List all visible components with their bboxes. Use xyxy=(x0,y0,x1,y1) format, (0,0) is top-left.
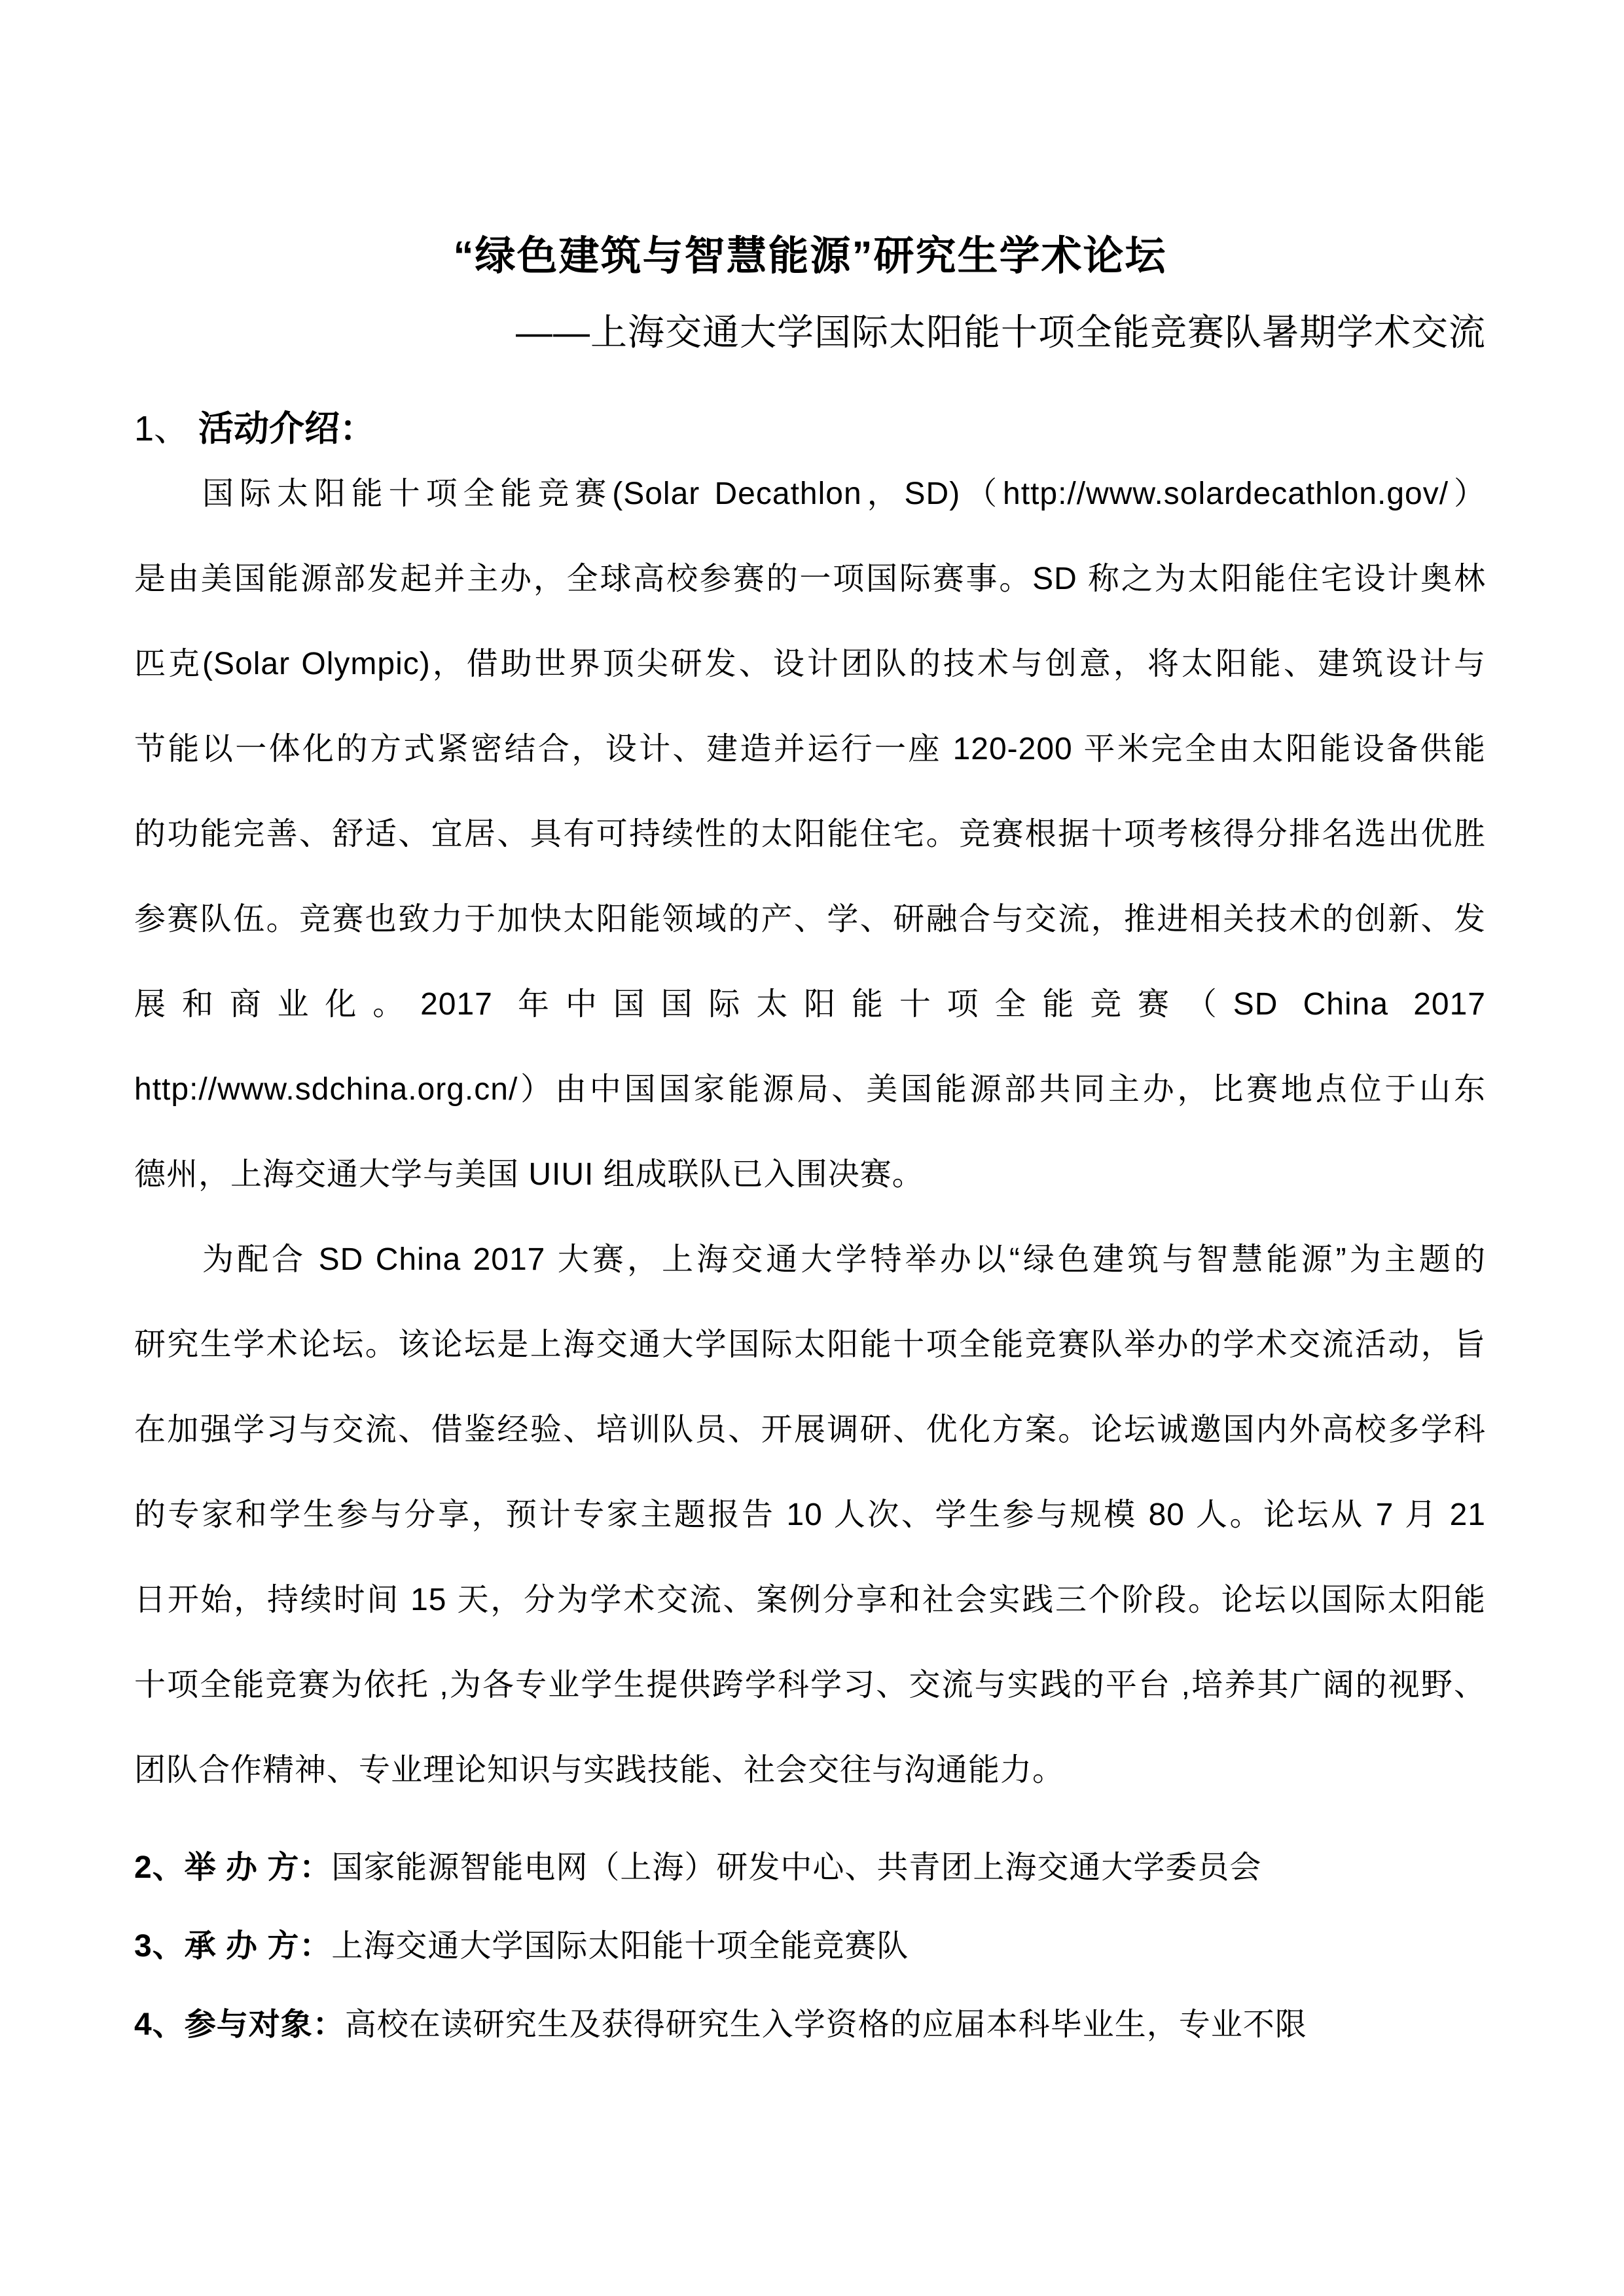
paragraph-line: 参赛队伍。竞赛也致力于加快太阳能领域的产、学、研融合与交流，推进相关技术的创新、发 xyxy=(134,902,1486,937)
paragraph-line: 的功能完善、舒适、宜居、具有可持续性的太阳能住宅。竞赛根据十项考核得分排名选出优胜 xyxy=(134,817,1486,852)
paragraph-line: 日开始，持续时间 15 天，分为学术交流、案例分享和社会实践三个阶段。论坛以国际太阳能 xyxy=(134,1583,1486,1617)
paragraph-line: 展和商业化。2017 年中国国际太阳能十项全能竞赛（SD China 2017 xyxy=(134,987,1486,1022)
paragraph-line: http://www.sdchina.org.cn/）由中国国家能源局、美国能源部共同主办，比赛地点位于山东 xyxy=(134,1072,1486,1107)
paragraph-line: 是由美国能源部发起并主办，全球高校参赛的一项国际赛事。SD 称之为太阳能住宅设计奥林 xyxy=(134,562,1486,596)
paragraph-line: 节能以一体化的方式紧密结合，设计、建造并运行一座 120-200 平米完全由太阳能设备供能 xyxy=(134,732,1486,766)
section-participants-number: 4、 xyxy=(134,2007,185,2042)
paragraph-line: 在加强学习与交流、借鉴经验、培训队员、开展调研、优化方案。论坛诚邀国内外高校多学科 xyxy=(134,1412,1486,1447)
document-subtitle: ——上海交通大学国际太阳能十项全能竞赛队暑期学术交流 xyxy=(516,312,1486,353)
paragraph-line: 德州，上海交通大学与美国 UIUI 组成联队已入围决赛。 xyxy=(134,1157,924,1192)
intro-paragraph-2 xyxy=(134,1217,1486,1813)
paragraph-line: 的专家和学生参与分享，预计专家主题报告 10 人次、学生参与规模 80 人。论坛从 7 月 21 xyxy=(134,1498,1486,1532)
paragraph-line: 国际太阳能十项全能竞赛(Solar Decathlon，SD)（http://www.solardecathlon.gov/） xyxy=(202,476,1486,511)
section-organizer-label: 举 办 方： xyxy=(184,1850,332,1885)
paragraph-line: 团队合作精神、专业理论知识与实践技能、社会交往与沟通能力。 xyxy=(134,1753,1065,1787)
paragraph-line: 匹克(Solar Olympic)，借助世界顶尖研发、设计团队的技术与创意，将太阳能、建筑设计与 xyxy=(134,647,1486,681)
section-intro-number: 1、 xyxy=(134,409,190,448)
section-participants-label: 参与对象： xyxy=(184,2007,345,2042)
paragraph-line: 十项全能竞赛为依托 ,为各专业学生提供跨学科学习、交流与实践的平台 ,培养其广阔的视野、 xyxy=(134,1668,1486,1702)
section-undertaker-number: 3、 xyxy=(134,1929,185,1964)
section-participants xyxy=(134,1986,1486,2064)
section-intro-label: 活动介绍： xyxy=(198,409,376,448)
section-intro-heading xyxy=(134,406,1486,452)
section-organizer-number: 2、 xyxy=(134,1850,185,1885)
section-undertaker xyxy=(134,1907,1486,1986)
section-organizer xyxy=(134,1829,1486,1907)
section-participants-text: 高校在读研究生及获得研究生入学资格的应届本科毕业生，专业不限 xyxy=(344,2007,1307,2042)
section-organizer-text: 国家能源智能电网（上海）研发中心、共青团上海交通大学委员会 xyxy=(331,1850,1262,1885)
paragraph-line: 为配合 SD China 2017 大赛，上海交通大学特举办以“绿色建筑与智慧能源”为主题的 xyxy=(202,1242,1486,1277)
paragraph-line: 研究生学术论坛。该论坛是上海交通大学国际太阳能十项全能竞赛队举办的学术交流活动，旨 xyxy=(134,1327,1486,1362)
document-title: “绿色建筑与智慧能源”研究生学术论坛 xyxy=(453,234,1167,279)
section-list xyxy=(134,1829,1486,2064)
intro-paragraph-1 xyxy=(134,452,1486,1217)
section-undertaker-label: 承 办 方： xyxy=(184,1929,332,1964)
section-undertaker-text: 上海交通大学国际太阳能十项全能竞赛队 xyxy=(331,1929,909,1964)
